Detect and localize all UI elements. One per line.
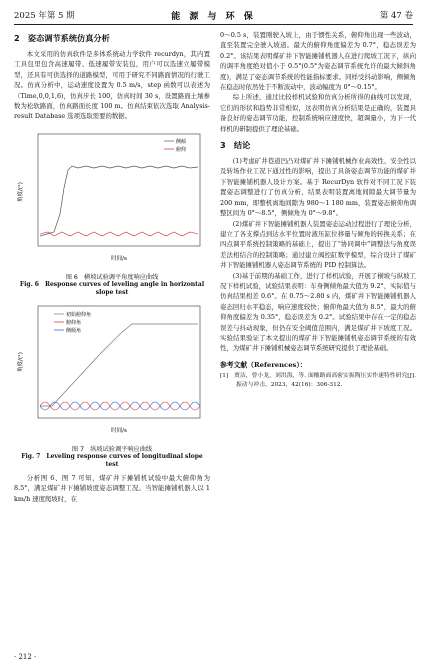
fig7-chart <box>14 302 210 438</box>
continuation-paragraph: 0～0.5 s，装置刚驶入坡上，由于惯性关系，俯仰角出现一些波动，直至装置完全驶入坡道。最大的俯仰角度偏差为 0.7°，稳态误差为 0.2°。该结果表明煤矿井下智能摊铺机器人在进行爬坡工况下，纵向的调平角度绝对值小于 0.5°(0.5°为姿态调节系统允许的最大倾斜角度)，满足了姿态调节系统的性能指标要求。同样受抖动影响，侧倾角在稳态时依然处于不断波动中，波动幅度为 0°～0.15°。 <box>220 31 416 92</box>
fig6-series-pitch <box>40 232 198 236</box>
sim-paragraph: 本文采用的仿真软件是多体系统动力学软件 recurdyn，其内置工具包里包含高速履带、低速履带安装包，用户可以选速立履带模型，还具有可供选择的道路模型，可用于研究不同路面情况的行驶工况。仿真分析中，运动速度设置为 0.5 m/s，step 函数可以表述为（Time,0,0,1,6)，仿真步长 100，仿真时间 30 s，设置路面土壤参数为松软路面，仿真路面长度 100 m。仿真结束依次选取 Analysis-result Database 选项选取需要的数据。 <box>14 50 210 121</box>
analysis-paragraph: 分析图 6、图 7 可知，煤矿井下摊铺机试验中最大俯仰角为 8.5°，满足煤矿井下摊铺坡度姿态调整工况。当智能摊铺机器人以 1 km/h 速度爬坡时，在 <box>14 473 210 503</box>
references-title: 参考文献（References）： <box>220 360 307 369</box>
fig7-legend-pitch: 俯仰角 <box>66 319 82 326</box>
fig7-xlabel: 时间/s <box>111 427 127 434</box>
fig7-caption-en: Fig. 7 Leveling response curves of longitudinal slope test <box>21 452 203 468</box>
conclusion-3: (3)基于前期的基础工作，进行了样机试验，开展了横坡与纵坡工况下样机试验，试验结果表明：车身侧倾角最大值为 9.2°，实际值与仿真结果相差 0.6°。在 0.75～2.80 s 内，煤矿井下智能摊铺机器人姿态回归水平稳态，响应速度较快；俯仰角最大值为 8.5°，最大的俯仰角度偏差为 0.35°，稳态误差为 0.2°。试验结果中存在一定的稳态误差与抖动现象，但仍在安全阈值范围内，满足煤矿井下坡度工况。实验结果验证了本文提出的煤矿井下智能摊铺机姿态调节系统的有效性，为煤矿井下摊铺机械姿态调节系统研究提供了理论基础。 <box>220 271 416 353</box>
fig6-xlabel: 时间/s <box>111 255 127 262</box>
conclusion-1: (1)考虑矿井巷道凹凸对煤矿井下摊铺机械作业高效性、安全性以及转场作业工况下通过性的影响，提出了具备姿态调节功能的煤矿井下智能摊铺机器人设计方案。基于 RecurDyn 软件对不同工况下装置姿态调整进行了仿真分析，结果表明装置离地间隙最大调节量为 200 mm，即整机离地间隙为 980～1 180 mm，装置姿态俯仰角调整区间为 0°～8.5°，侧倾角为 0°～9.8°。 <box>220 157 416 218</box>
page-number: · 212 · <box>14 653 37 661</box>
header-rule <box>14 24 413 25</box>
right-column <box>220 30 416 390</box>
fig6-caption-cn: 图 6 横坡试验调平角度响应曲线 <box>65 273 159 281</box>
fig6-caption-en: Fig. 6 Response curves of leveling angle in horizontal slope test <box>19 280 205 296</box>
issue-label: 2025 年第 5 期 <box>14 11 75 21</box>
fig6-ylabel: 角度/(°) <box>18 181 24 202</box>
summary-paragraph: 综上所述，通过比较样机试验和仿真分析所得的曲线可以发现，它们的形状和趋势非常相似，这表明仿真分析结果是正确的，装置具备良好的姿态调节功能，控制系统响应速度快，超调量小，为下一代样机的研制提供了理论基础。 <box>220 93 416 133</box>
fig7-ylabel: 角度/(°) <box>18 351 24 372</box>
running-header <box>14 9 413 23</box>
fig6-legend-pitch: 俯仰 <box>176 146 187 153</box>
conclusion-2: (2)煤矿井下智能摊铺机器人装置姿态运动过程进行了理论分析，建立了各支撑点到达水平位置时液压缸位移量与倾角的转换关系；在四点调平系统控制策略的基础上，提出了“协同调中”调整法与角度误差法相结合的控制策略；通过建立阀控缸数学模型，综合设计了煤矿井下智能摊铺机器人姿态调节系统的 PID 控制算法。 <box>220 219 416 270</box>
reference-1: [1] 贾洁，曾小龙，刘洪海，等. 面酸路面高密实振陶压实作速特性研究[J]. 振动与冲击，2023，42(16)：306-312. <box>220 372 416 388</box>
fig7-plot-frame <box>38 306 200 418</box>
section-2-title: 2 姿态调节系统仿真分析 <box>14 33 110 43</box>
fig7-legend-roll: 侧倾角 <box>66 327 82 334</box>
fig6-legend-roll: 侧倾 <box>176 138 187 145</box>
fig7-series-initial-pitch <box>40 324 198 406</box>
fig7-legend-initial: 初始俯仰角 <box>66 311 92 318</box>
volume-label: 第 47 卷 <box>379 11 413 21</box>
fig6-chart <box>14 128 210 266</box>
section-3-title: 3 结论 <box>220 140 251 151</box>
journal-name: 能 源 与 环 保 <box>171 12 256 22</box>
fig7-series-roll <box>40 402 200 410</box>
figure-6 <box>14 128 210 297</box>
figure-7 <box>14 302 210 469</box>
fig7-caption-cn: 图 7 纵坡试验调平响应曲线 <box>71 445 153 453</box>
left-column <box>14 30 210 504</box>
fig6-series-roll <box>40 166 198 236</box>
